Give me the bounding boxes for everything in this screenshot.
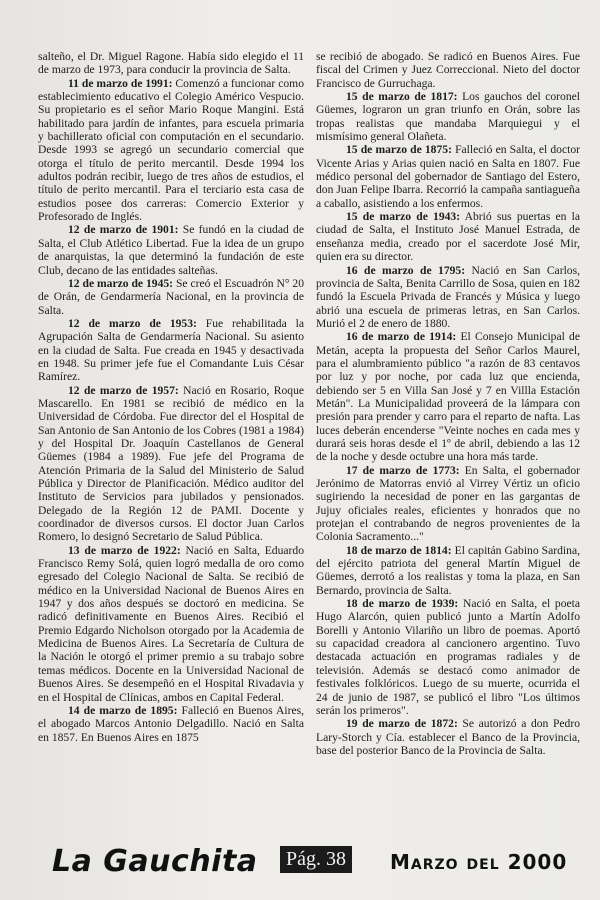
entry: 18 de marzo de 1939: Nació en Salta, el poeta Hugo Alarcón, quien publicó junto a Martín Adolfo Borelli y Antonio Vilariño un libro de poemas. Aportó su capacidad creadora al cancionero argentino. Tuvo destacada actuación en programas radiales y de televisión. Además se destacó como animador de festivales folklóricos. Luego de su muerte, ocurrida el 24 de junio de 1987, se publicó el libro "Los últimos serán los primeros". [316,597,581,717]
entry: 19 de marzo de 1872: Se autorizó a don Pedro Lary-Storch y Cía. establecer el Banco de la Provincia, base del posterior Banco de la Provincia de Salta. [316,717,581,757]
entry: 15 de marzo de 1817: Los gauchos del coronel Güemes, lograron un gran triunfo en Orán, sobre las tropas realistas que mandaba Marquiegui y el mismísimo general Olañeta. [316,90,580,144]
entry: 16 de marzo de 1795: Nació en San Carlos, provincia de Salta, Benita Carrillo de Sosa, quien en 182 fundó la Escuela Privada de Francés y Música y luego abrió una escuela de primeras letras, en San Carlos. Murió el 2 de enero de 1880. [316,263,580,330]
page-number: Pág. 38 [280,846,352,873]
entry: 12 de marzo de 1945: Se creó el Escuadrón N° 20 de Orán, de Gendarmería Nacional, en la provincia de Salta. [38,276,304,317]
magazine-title: La Gauchita [52,844,258,879]
entry: 13 de marzo de 1922: Nació en Salta, Eduardo Francisco Remy Solá, quien logró medalla de oro como egresado del Colegio Nacional de Salta. Se recibió de médico en la Universidad Nacional de Buenos Aires en 1947 y dos años después se doctoró en medicina. Se radicó definitivamente en Buenos Aires. Recibió el Premio Edgardo Nicholson otorgado por la Academia de Medicina de Buenos Aires. La Secretaría de Cultura de la Nación le otorgó el primer premio a su trabajo sobre temas médicos. Docente en la Universidad Nacional de Buenos Aires. Se desempeñó en el Hospital Rivadavia y en el Hospital de Clínicas, ambos en Capital Federal. [38,543,305,704]
entry: 17 de marzo de 1773: En Salta, el gobernador Jerónimo de Matorras envió al Virrey Vértiz un oficio sugiriendo la necesidad de poner en las gargantas de Jujuy oficiales reales, eficientes y honrados que no protejan el contrabando de negros provenientes de la Colonia Sacramento..." [316,463,580,544]
entry: 12 de marzo de 1901: Se fundó en la ciudad de Salta, el Club Atlético Libertad. Fue la idea de un grupo de anarquistas, la que determinó la fundación de este Club, decano de las entidades salteñas. [38,223,304,277]
entry: salteño, el Dr. Miguel Ragone. Había sido elegido el 11 de marzo de 1973, para conducir la provincia de Salta. [38,50,304,77]
entry: se recibió de abogado. Se radicó en Buenos Aires. Fue fiscal del Crimen y Juez Correccional. Nieto del doctor Francisco de Gurruchaga. [316,50,580,90]
page-footer [38,838,578,878]
entry: 15 de marzo de 1943: Abrió sus puertas en la ciudad de Salta, el Instituto José Manuel Estrada, de enseñanza media, creado por el sacerdote José Mir, quien era su director. [316,210,581,264]
entry: 11 de marzo de 1991: Comenzó a funcionar como establecimiento educativo el Colegio Américo Vespucio. Su propietario es el señor Mario Roque Mangini. Está habilitado para jardín de infantes, para escuela primaria y bachillerato oficial con computación en el secundario. Desde 1993 se agregó un secundario comercial que otorga el título de perito mercantil. Desde 1994 los adultos podrán recibir, luego de tres años de estudios, el título de perito mercantil. Para el terciario esta casa de estudios posee dos carreras: Comercio Exterior y Profesorado de Inglés. [38,76,304,224]
issue-date: Marzo del 2000 [390,850,568,874]
entry: 18 de marzo de 1814: El capitán Gabino Sardina, del ejército patriota del general Martín Miguel de Güemes, derrotó a los realistas y toma la plaza, en San Bernardo, provincia de Salta. [316,543,580,597]
left-column [38,50,304,744]
entry: 15 de marzo de 1875: Falleció en Salta, el doctor Vicente Arias y Arias quien nació en Salta en 1807. Fue médico personal del gobernador de Santiago del Estero, don Juan Felipe Ibarra. Recorrió la campaña santiagueña a caballo, asistiendo a los enfermos. [316,143,580,210]
entry: 12 de marzo de 1957: Nació en Rosario, Roque Mascarello. En 1981 se recibió de médico en la Universidad de Córdoba. Fue director del el Hospital de San Antonio de San Antonio de los Cobres (1981 a 1984) y del Hospital Dr. Joaquín Castellanos de General Güemes (1984 a 1989). Fue jefe del Programa de Atención Primaria de la Salud del Ministerio de Salud Pública y Director de Planificación. Médico auditor del Instituto de Servicios para jubilados y pensionados. Delegado de la Región 12 de PAMI. Docente y coordinador de diversos cursos. El doctor Juan Carlos Romero, lo designó Secretario de Salud Pública. [38,383,305,544]
right-column [316,50,580,757]
entry: 16 de marzo de 1914: El Consejo Municipal de Metán, acepta la propuesta del Señor Carlos Maurel, para el alumbramiento público "a razón de 83 centavos por luz y por noche, por cada luz que encienda, debiendo ser 5 en Villa San José y 7 en Villla Estación Metán". La Municipalidad proveerá de la lámpara con presión para prender y carro para el reparto de nafta. Las luces deberán encenderse "Veinte noches en cada mes y durará seis horas desde el 1º de abril, debiendo a las 12 de la noche y desde octubre una hora más tarde. [316,330,580,464]
entry: 14 de marzo de 1895: Falleció en Buenos Aires, el abogado Marcos Antonio Delgadillo. Nació en Salta en 1857. En Buenos Aires en 1875 [38,703,304,744]
entry: 12 de marzo de 1953: Fue rehabilitada la Agrupación Salta de Gendarmería Nacional. Su asiento en la ciudad de Salta. Fue creada en 1945 y desactivada en 1948. Su primer jefe fue el Comandante Luis César Ramírez. [38,316,304,384]
